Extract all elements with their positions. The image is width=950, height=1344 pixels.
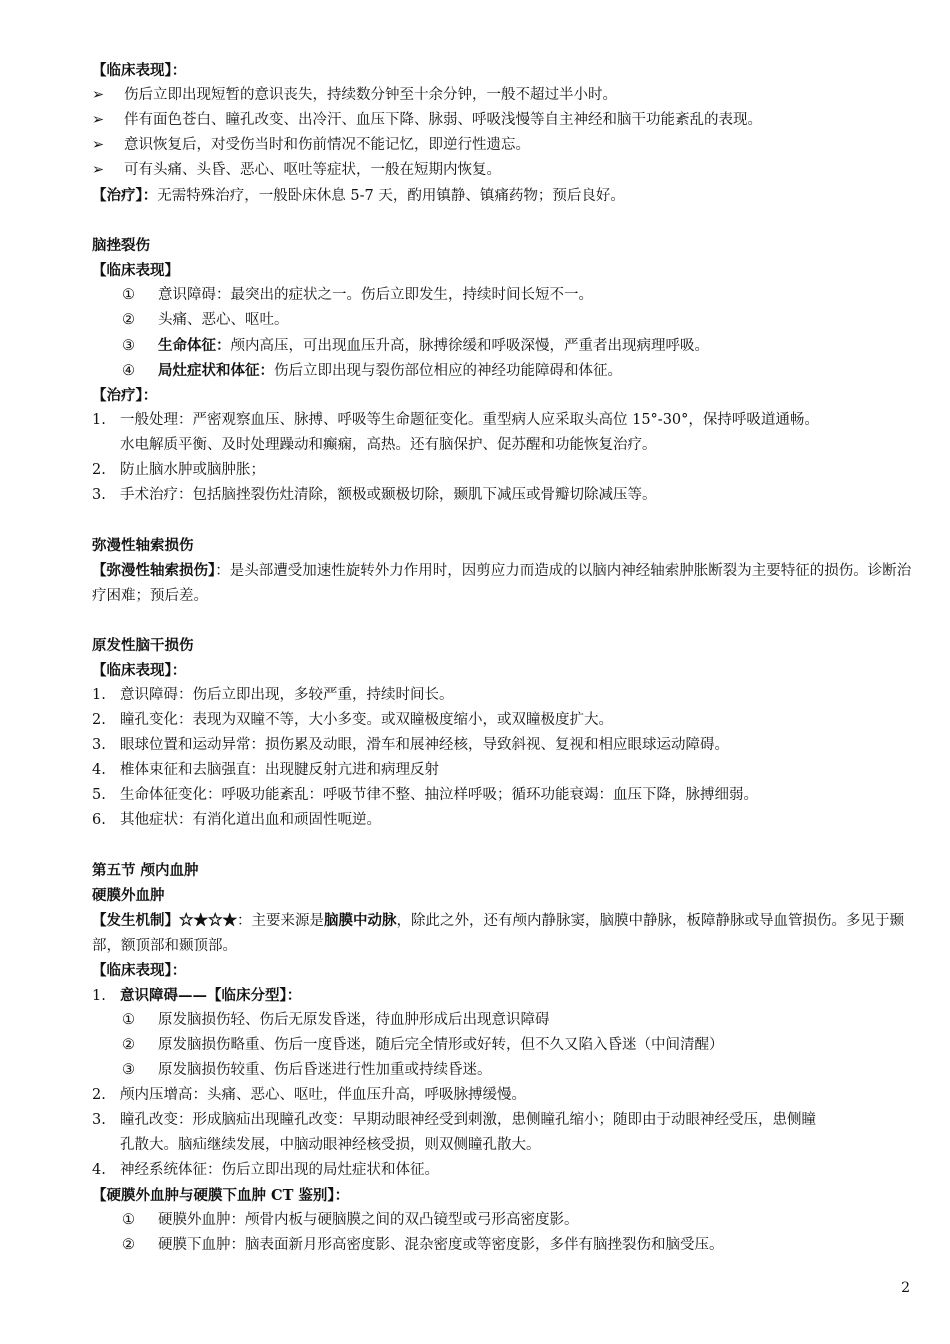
list-item-continuation: 孔散大。脑疝继续发展，中脑动眼神经核受损，则双侧瞳孔散大。 <box>120 1137 541 1153</box>
arrow-bullet-icon: ➢ <box>92 137 105 153</box>
arrow-bullet-icon: ➢ <box>92 112 105 128</box>
list-item: 1. 意识障碍：伤后立即出现，多较严重，持续时间长。 <box>92 687 454 703</box>
list-item: ② 硬膜下血肿：脑表面新月形高密度影、混杂密度或等密度影，多伴有脑挫裂伤和脑受压。 <box>122 1237 724 1253</box>
list-item: 3. 瞳孔改变：形成脑疝出现瞳孔改变：早期动眼神经受到刺激，患侧瞳孔缩小；随即由于动眼神经受压，患侧瞳 <box>92 1112 816 1128</box>
list-item: ① 意识障碍：最突出的症状之一。伤后立即发生，持续时间长短不一。 <box>122 287 593 303</box>
ct-header: 【硬膜外血肿与硬膜下血肿 CT 鉴别】： <box>92 1187 350 1204</box>
list-item-continuation: 水电解质平衡、及时处理躁动和癫痫，高热。还有脑保护、促苏醒和功能恢复治疗。 <box>120 437 657 453</box>
treatment-header: 【治疗】： <box>92 387 158 404</box>
list-item: ② 头痛、恶心、呕吐。 <box>122 312 289 328</box>
list-item: 3. 眼球位置和运动异常：损伤累及动眼，滑车和展神经核，导致斜视、复视和相应眼球运动障碍。 <box>92 737 729 753</box>
list-item: ③ 原发脑损伤较重、伤后昏迷进行性加重或持续昏迷。 <box>122 1062 492 1078</box>
list-item: ① 原发脑损伤轻、伤后无原发昏迷，待血肿形成后出现意识障碍 <box>122 1012 550 1028</box>
clinical-header: 【临床表现】： <box>92 662 187 679</box>
list-item: ② 原发脑损伤略重、伤后一度昏迷，随后完全情形或好转，但不久又陷入昏迷（中间清醒） <box>122 1037 724 1053</box>
clinical-header: 【临床表现】： <box>92 962 187 979</box>
list-item: ④ 局灶症状和体征：伤后立即出现与裂伤部位相应的神经功能障碍和体征。 <box>122 362 622 379</box>
arrow-bullet-icon: ➢ <box>92 162 105 178</box>
clinical-header: 【临床表现】： <box>92 62 187 79</box>
chapter-heading: 第五节 颅内血肿 <box>92 862 199 879</box>
list-item: ➢ 可有头痛、头昏、恶心、呕吐等症状，一般在短期内恢复。 <box>92 158 922 183</box>
clinical-header: 【临床表现】 <box>92 262 179 279</box>
page-number: 2 <box>901 1280 910 1296</box>
section-title: 原发性脑干损伤 <box>92 637 194 654</box>
list-item: 4. 神经系统体征：伤后立即出现的局灶症状和体征。 <box>92 1162 439 1178</box>
treatment-line: 【治疗】：无需特殊治疗，一般卧床休息 5-7 天，酌用镇静、镇痛药物；预后良好。 <box>92 187 625 204</box>
document-page <box>92 58 922 1258</box>
section-title: 脑挫裂伤 <box>92 237 150 254</box>
list-item: 5. 生命体征变化：呼吸功能紊乱：呼吸节律不整、抽泣样呼吸；循环功能衰竭：血压下降，脉搏细弱。 <box>92 787 758 803</box>
list-item: 2. 颅内压增高：头痛、恶心、呕吐，伴血压升高，呼吸脉搏缓慢。 <box>92 1087 526 1103</box>
section-title: 硬膜外血肿 <box>92 887 165 904</box>
list-item: ➢ 伤后立即出现短暂的意识丧失，持续数分钟至十余分钟，一般不超过半小时。 <box>92 83 922 108</box>
list-item: 2. 瞳孔变化：表现为双瞳不等，大小多变。或双瞳极度缩小，或双瞳极度扩大。 <box>92 712 613 728</box>
list-item: 3. 手术治疗：包括脑挫裂伤灶清除，额极或颞极切除，颞肌下减压或骨瓣切除减压等。 <box>92 487 657 503</box>
list-item: 1. 意识障碍——【临床分型】： <box>92 987 302 1004</box>
list-item: 1. 一般处理：严密观察血压、脉搏、呼吸等生命题征变化。重型病人应采取头高位 15°-30°，保持呼吸道通畅。 <box>92 412 819 428</box>
list-item: ① 硬膜外血肿：颅骨内板与硬脑膜之间的双凸镜型或弓形高密度影。 <box>122 1212 579 1228</box>
list-item: ➢ 伴有面色苍白、瞳孔改变、出冷汗、血压下降、脉弱、呼吸浅慢等自主神经和脑干功能紊乱的表现。 <box>92 108 922 133</box>
list-item: ③ 生命体征：颅内高压，可出现血压升高，脉搏徐缓和呼吸深慢，严重者出现病理呼吸。 <box>122 337 709 354</box>
list-item: ➢ 意识恢复后，对受伤当时和伤前情况不能记忆，即逆行性遗忘。 <box>92 133 922 158</box>
arrow-bullet-icon: ➢ <box>92 87 105 103</box>
definition-paragraph: 【弥漫性轴索损伤】：是头部遭受加速性旋转外力作用时，因剪应力而造成的以脑内神经轴索肿胀断裂为主要特征的损伤。诊断治疗困难；预后差。 <box>92 562 912 604</box>
list-item: 4. 椎体束征和去脑强直：出现腱反射亢进和病理反射 <box>92 762 439 778</box>
list-item: 6. 其他症状：有消化道出血和顽固性呃逆。 <box>92 812 381 828</box>
list-item: 2. 防止脑水肿或脑肿胀； <box>92 462 265 478</box>
mechanism-paragraph: 【发生机制】☆★☆★：主要来源是脑膜中动脉，除此之外，还有颅内静脉窦，脑膜中静脉，板障静脉或导血管损伤。多见于颞部，额顶部和颞顶部。 <box>92 912 904 954</box>
section-title: 弥漫性轴索损伤 <box>92 537 194 554</box>
